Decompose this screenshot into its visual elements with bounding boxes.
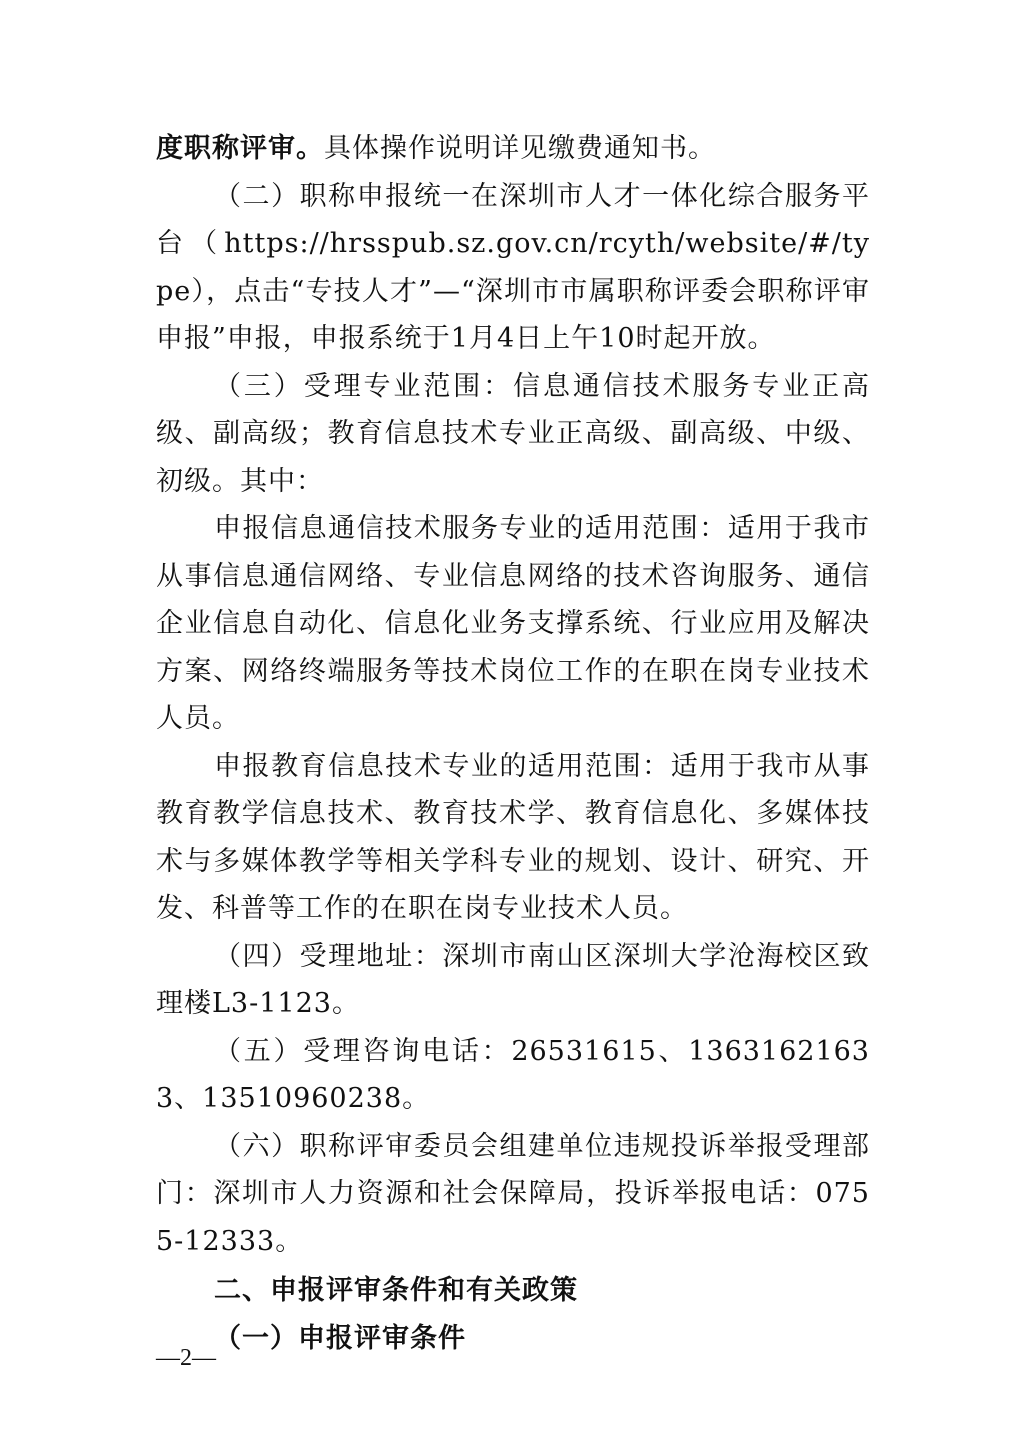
document-body: [156, 125, 870, 1362]
paragraph-education-it-scope: 申报教育信息技术专业的适用范围：适用于我市从事教育教学信息技术、教育技术学、教育信息化、多媒体技术与多媒体教学等相关学科专业的规划、设计、研究、开发、科普等工作的在职在岗专业技术人员。: [156, 750, 870, 924]
paragraph-ict-scope: 申报信息通信技术服务专业的适用范围：适用于我市从事信息通信网络、专业信息网络的技术咨询服务、通信企业信息自动化、信息化业务支撑系统、行业应用及解决方案、网络终端服务等技术岗位工作的在职在岗专业技术人员。: [156, 513, 870, 734]
section-heading: 二、申报评审条件和有关政策: [214, 1275, 578, 1306]
paragraph-acceptance-address: （四）受理地址：深圳市南山区深圳大学沧海校区致理楼L3-1123。: [156, 940, 870, 1019]
paragraph-complaint-department: （六）职称评审委员会组建单位违规投诉举报受理部门：深圳市人力资源和社会保障局，投诉举报电话：0755-12333。: [156, 1130, 870, 1257]
page-number: —2—: [156, 1345, 216, 1371]
paragraph-acceptance-scope: （三）受理专业范围：信息通信技术服务专业正高级、副高级；教育信息技术专业正高级、副高级、中级、初级。其中：: [156, 370, 870, 497]
paragraph-consultation-phone: （五）受理咨询电话：26531615、13631621633、13510960238。: [156, 1035, 870, 1114]
paragraph-continuation: [156, 125, 870, 173]
paragraph-application-platform: （二）职称申报统一在深圳市人才一体化综合服务平台（https://hrsspub.sz.gov.cn/rcyth/website/#/type），点击“专技人才”—“深圳市市属职称评委会职称评审申报”申报，申报系统于1月4日上午10时起开放。: [156, 180, 870, 354]
bold-lead-text: 度职称评审。: [156, 133, 324, 164]
subsection-heading: （一）申报评审条件: [214, 1322, 466, 1354]
paragraph-text: 具体操作说明详见缴费通知书。: [324, 133, 716, 164]
